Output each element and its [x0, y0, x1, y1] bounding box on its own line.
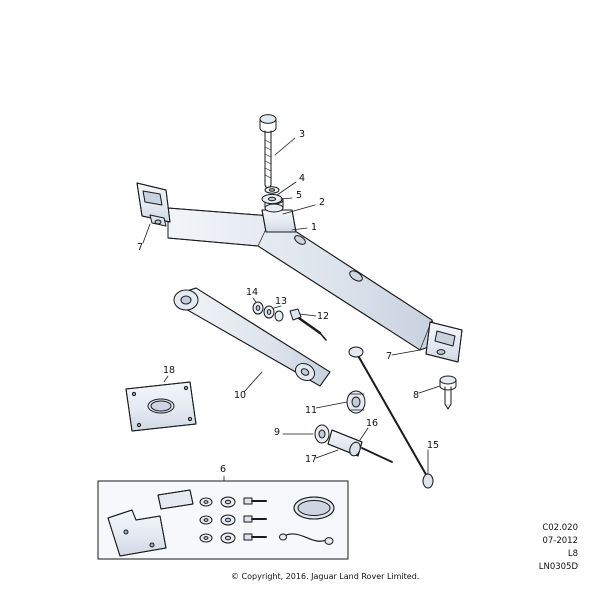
part-spacer-tube — [315, 425, 392, 462]
part-bracket-left — [137, 183, 170, 226]
callout-6: 6 — [220, 464, 227, 475]
copyright-notice: © Copyright, 2016. Jaguar Land Rover Limited. — [231, 572, 420, 581]
callout-16: 16 — [366, 418, 379, 429]
callout-5: 5 — [296, 190, 303, 201]
callout-9: 9 — [274, 427, 281, 438]
part-kit-box-6 — [98, 481, 348, 559]
callout-2: 2 — [319, 197, 326, 208]
callout-1: 1 — [311, 222, 318, 233]
part-drop-link-arm — [174, 288, 330, 386]
callout-17: 17 — [305, 454, 318, 465]
callout-3: 3 — [299, 129, 306, 140]
meta-model: L8 — [567, 549, 578, 559]
callout-13: 13 — [275, 296, 288, 307]
part-bolt-8 — [440, 376, 456, 409]
callout-7-left: 7 — [137, 242, 144, 253]
part-washers — [262, 187, 282, 204]
callout-8: 8 — [413, 390, 420, 401]
part-bush-11 — [347, 391, 365, 413]
drawing-meta — [539, 522, 578, 574]
callout-15: 15 — [427, 440, 440, 451]
meta-drawing-number: LN0305D — [538, 562, 578, 572]
callout-11: 11 — [305, 405, 318, 416]
part-bracket-right — [426, 322, 462, 362]
callout-12: 12 — [317, 311, 330, 322]
callout-14: 14 — [246, 287, 259, 298]
part-long-bolt — [260, 115, 276, 191]
callout-7-right: 7 — [386, 351, 393, 362]
meta-part-number: C02.020 — [542, 523, 578, 533]
callout-4: 4 — [299, 173, 306, 184]
meta-date: 07-2012 — [542, 536, 578, 546]
part-diagonal-stay — [349, 347, 433, 488]
part-plate-18 — [126, 382, 196, 431]
part-crossmember — [168, 208, 437, 350]
callout-18: 18 — [163, 365, 176, 376]
callout-10: 10 — [234, 390, 247, 401]
